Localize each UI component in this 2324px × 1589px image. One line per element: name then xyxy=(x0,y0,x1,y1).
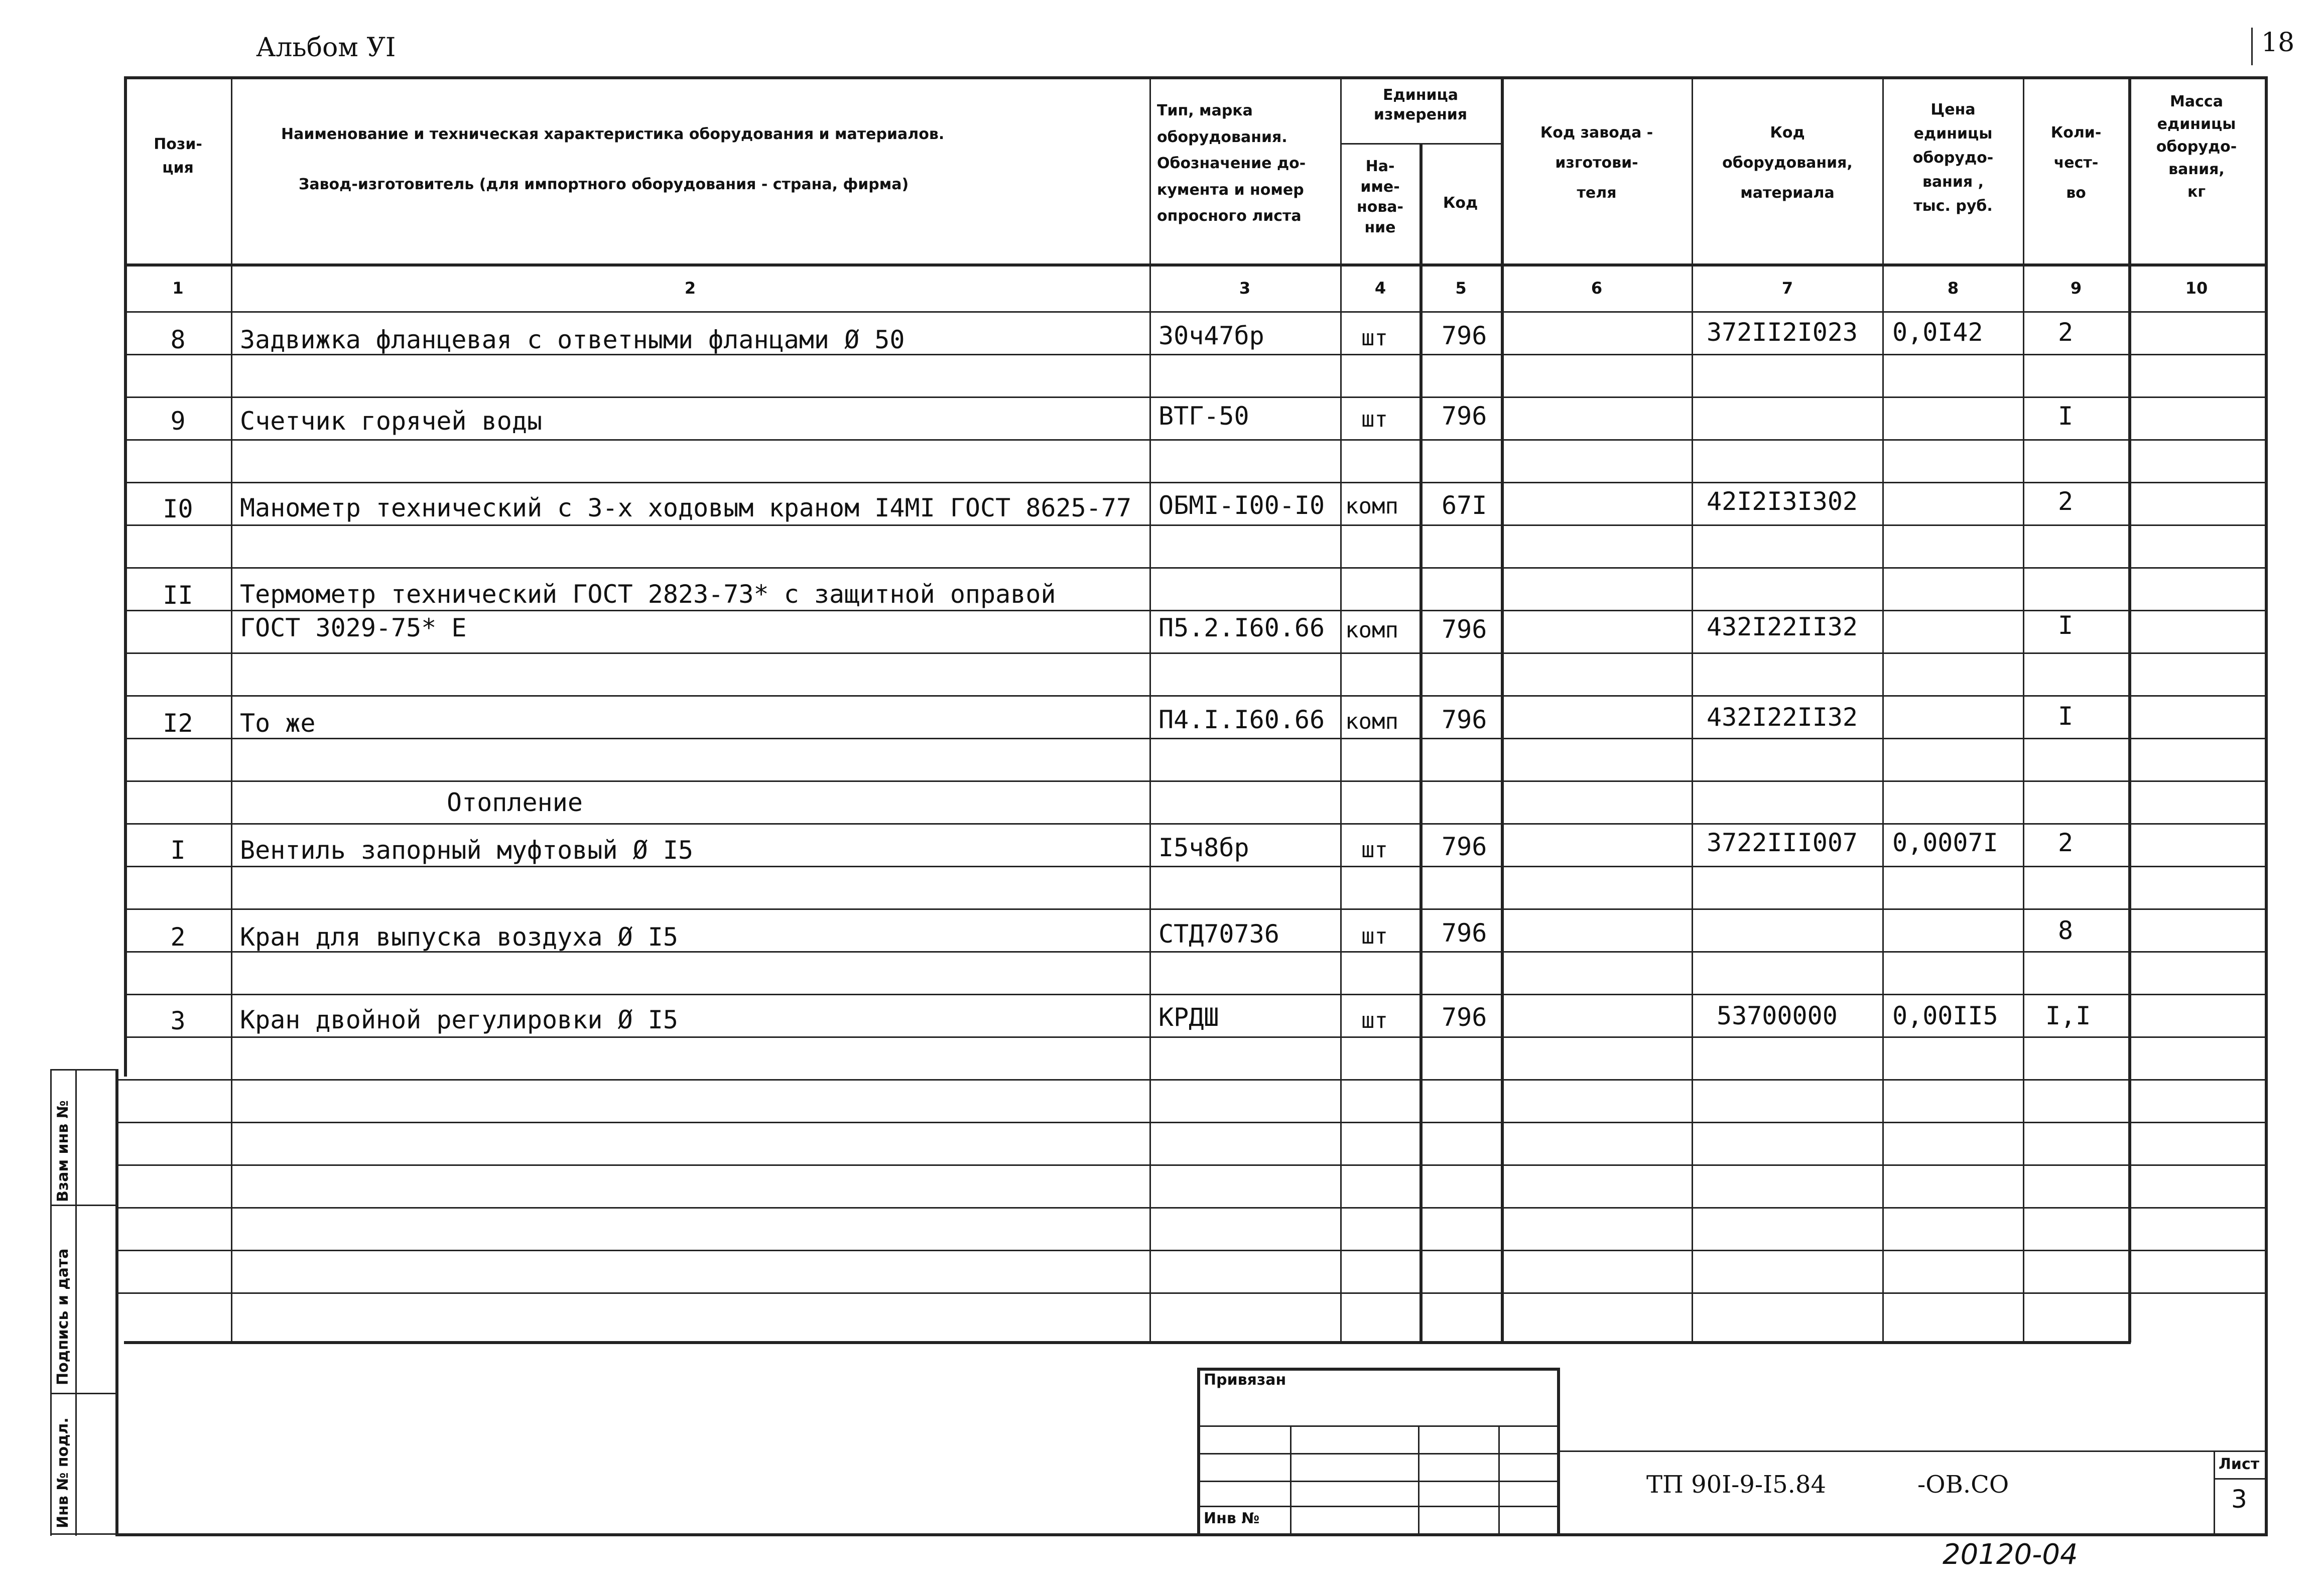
col-div-1 xyxy=(231,78,232,1343)
row-unit: шт xyxy=(1361,1008,1388,1033)
row-quantity: 2 xyxy=(2058,318,2074,347)
title-block-top xyxy=(1557,1450,2265,1452)
row-line xyxy=(124,738,2265,739)
row-name: Кран для выпуска воздуха Ø I5 xyxy=(240,922,678,952)
row-type: КРДШ xyxy=(1158,1003,1219,1032)
row-line xyxy=(124,1036,2265,1038)
sheet-box-left xyxy=(2214,1450,2215,1533)
row-position: I xyxy=(170,836,186,865)
col-div-5 xyxy=(1501,78,1504,1343)
row-name: Счетчик горячей воды xyxy=(240,407,543,436)
row-unit-code: 796 xyxy=(1442,1003,1487,1032)
row-unit-code: 796 xyxy=(1442,832,1487,861)
row-name-continuation: ГОСТ 3029-75* Е xyxy=(240,613,467,642)
row-unit: шт xyxy=(1361,325,1388,351)
row-line xyxy=(115,1292,2265,1294)
row-unit: комп xyxy=(1345,493,1398,519)
row-unit: шт xyxy=(1361,837,1388,863)
header-manufacturer-code: Код завода - изготови- теля xyxy=(1540,124,1653,202)
column-number: 7 xyxy=(1781,279,1793,298)
column-number: 10 xyxy=(2185,279,2208,298)
row-unit-code: 796 xyxy=(1442,321,1487,350)
row-material-code: 432I22II32 xyxy=(1707,703,1858,732)
stamp-row xyxy=(1197,1425,1559,1427)
sheet-number: 3 xyxy=(2231,1485,2247,1514)
row-position: I0 xyxy=(163,494,193,523)
header-quantity: Коли- чест- во xyxy=(2050,124,2102,202)
row-line xyxy=(124,908,2265,910)
row-line xyxy=(124,823,2265,825)
col-div-9 xyxy=(2128,78,2131,1343)
row-position: I2 xyxy=(163,709,193,738)
stamp-row xyxy=(1197,1481,1559,1482)
side-strip-div xyxy=(50,1205,115,1206)
row-type: П5.2.I60.66 xyxy=(1158,613,1325,642)
col-div-7 xyxy=(1882,78,1884,1343)
row-material-code: 42I2I3I302 xyxy=(1707,487,1858,516)
row-type: ВТГ-50 xyxy=(1158,402,1249,431)
row-line xyxy=(124,866,2265,867)
section-heading: Отопление xyxy=(447,788,583,817)
row-quantity: I xyxy=(2058,402,2074,431)
row-line xyxy=(124,439,2265,441)
column-number: 8 xyxy=(1947,279,1959,298)
row-line xyxy=(124,695,2265,697)
row-name: Термометр технический ГОСТ 2823-73* с защитной оправой xyxy=(240,580,1056,609)
row-unit-code: 796 xyxy=(1442,402,1487,431)
stamp-col xyxy=(1498,1425,1500,1533)
album-title: Альбом УI xyxy=(256,33,396,63)
row-quantity: I xyxy=(2058,702,2074,731)
row-material-code: 3722III007 xyxy=(1707,828,1858,857)
header-unit-group: Единица измерения xyxy=(1373,86,1468,123)
row-unit: комп xyxy=(1345,709,1398,734)
row-unit-code: 796 xyxy=(1442,615,1487,644)
row-line xyxy=(124,482,2265,483)
col-div-2 xyxy=(1149,78,1151,1343)
header-type: Тип, марка оборудования. Обозначение до- кумента и номер опросного листа xyxy=(1157,102,1306,225)
stamp-row xyxy=(1197,1453,1559,1454)
row-price: 0,0I42 xyxy=(1892,318,1983,347)
column-number: 4 xyxy=(1374,279,1386,298)
row-position: II xyxy=(163,581,193,610)
row-line xyxy=(115,1079,2265,1081)
row-quantity: I,I xyxy=(2045,1001,2091,1030)
row-quantity: I xyxy=(2058,611,2074,640)
header-material-code: Код оборудования, материала xyxy=(1722,124,1853,202)
column-number: 5 xyxy=(1455,279,1467,298)
row-quantity: 2 xyxy=(2058,828,2074,857)
row-name: Вентиль запорный муфтовый Ø I5 xyxy=(240,836,694,865)
colnum-bottom xyxy=(124,311,2265,313)
row-price: 0,00II5 xyxy=(1892,1001,1998,1030)
row-material-code: 432I22II32 xyxy=(1707,612,1858,641)
row-name: Задвижка фланцевая с ответными фланцами Ø 50 xyxy=(240,325,905,354)
sheet-box-div xyxy=(2214,1478,2266,1480)
header-name-line2: Завод-изготовитель (для импортного оборудования - страна, фирма) xyxy=(299,176,909,193)
col-div-3 xyxy=(1340,78,1342,1343)
side-strip-left xyxy=(50,1069,52,1536)
row-name: Кран двойной регулировки Ø I5 xyxy=(240,1005,678,1034)
frame-right xyxy=(2265,76,2268,1536)
row-type: ОБМI-I00-I0 xyxy=(1158,491,1325,520)
header-bottom xyxy=(124,263,2265,267)
row-line xyxy=(124,524,2265,526)
row-type: СТД70736 xyxy=(1158,919,1279,949)
side-strip-inner xyxy=(75,1069,77,1536)
row-type: 30ч47бр xyxy=(1158,321,1264,350)
row-name: Манометр технический с 3-х ходовым краном I4МI ГОСТ 8625-77 xyxy=(240,493,1132,522)
side-label-signature-date: Подпись и дата xyxy=(54,1248,72,1385)
stamp-left xyxy=(1197,1368,1200,1536)
stamp-row xyxy=(1197,1506,1559,1507)
column-number: 3 xyxy=(1239,279,1251,298)
row-line xyxy=(124,610,2265,611)
row-quantity: 8 xyxy=(2058,916,2074,945)
column-number: 6 xyxy=(1591,279,1603,298)
row-position: 2 xyxy=(170,922,186,952)
column-number: 1 xyxy=(172,279,184,298)
archive-number: 20120-04 xyxy=(1943,1538,2078,1571)
frame-left-lower xyxy=(115,1069,118,1536)
side-label-original-inv: Инв № подл. xyxy=(54,1417,72,1528)
frame-bottom xyxy=(115,1533,2268,1536)
unit-sub-divider xyxy=(1340,143,1501,145)
column-number: 9 xyxy=(2070,279,2082,298)
row-line xyxy=(115,1164,2265,1166)
row-line xyxy=(124,567,2265,569)
document-suffix: -ОВ.СО xyxy=(1917,1471,2009,1499)
row-line xyxy=(124,994,2265,995)
row-unit-code: 796 xyxy=(1442,705,1487,734)
col-div-4 xyxy=(1419,143,1423,1343)
row-price: 0,0007I xyxy=(1892,828,1998,857)
col-div-8 xyxy=(2023,78,2024,1343)
side-label-replace-inv: Взам инв № xyxy=(54,1100,72,1202)
header-position: Пози- ция xyxy=(154,136,202,177)
row-name: То же xyxy=(240,709,316,738)
header-unit-price: Цена единицы оборудо- вания , тыс. руб. xyxy=(1912,101,1994,215)
side-strip-top xyxy=(50,1069,115,1071)
row-line xyxy=(115,1250,2265,1251)
side-strip-div xyxy=(50,1393,115,1394)
table-bottom xyxy=(124,1341,2131,1344)
stamp-col xyxy=(1418,1425,1419,1533)
row-position: 9 xyxy=(170,407,186,436)
row-line xyxy=(124,396,2265,398)
page-corner-number: 18 xyxy=(2261,28,2295,58)
row-material-code: 53700000 xyxy=(1717,1001,1838,1030)
header-unit-name: На- име- нова- ние xyxy=(1356,158,1404,236)
frame-left-upper xyxy=(124,78,127,1077)
row-position: 8 xyxy=(170,325,186,354)
row-material-code: 372II2I023 xyxy=(1707,318,1858,347)
row-unit: шт xyxy=(1361,923,1388,949)
row-line xyxy=(115,1207,2265,1209)
row-line xyxy=(124,780,2265,782)
stamp-attached-label: Привязан xyxy=(1204,1371,1286,1389)
row-unit-code: 796 xyxy=(1442,918,1487,948)
header-unit-mass: Масса единицы оборудо- вания, кг xyxy=(2156,93,2237,201)
row-unit: комп xyxy=(1345,617,1398,643)
stamp-inv-label: Инв № xyxy=(1204,1510,1260,1527)
row-position: 3 xyxy=(170,1006,186,1035)
row-type: П4.I.I60.66 xyxy=(1158,705,1325,734)
row-unit: шт xyxy=(1361,407,1388,432)
corner-divider xyxy=(2251,28,2253,65)
header-name-line1: Наименование и техническая характеристика оборудования и материалов. xyxy=(281,125,945,143)
row-quantity: 2 xyxy=(2058,487,2074,516)
stamp-col xyxy=(1290,1425,1292,1533)
document-code: ТП 90I-9-I5.84 xyxy=(1646,1471,1826,1499)
row-line xyxy=(115,1122,2265,1123)
stamp-top xyxy=(1197,1368,1559,1371)
row-line xyxy=(124,652,2265,654)
row-type: I5ч8бр xyxy=(1158,833,1249,862)
row-unit-code: 67I xyxy=(1442,491,1487,520)
side-strip-bottom xyxy=(50,1533,115,1535)
column-number: 2 xyxy=(684,279,696,298)
sheet-label: Лист xyxy=(2219,1455,2260,1473)
header-unit-code: Код xyxy=(1443,194,1478,212)
frame-top xyxy=(124,76,2267,79)
col-div-6 xyxy=(1692,78,1693,1343)
